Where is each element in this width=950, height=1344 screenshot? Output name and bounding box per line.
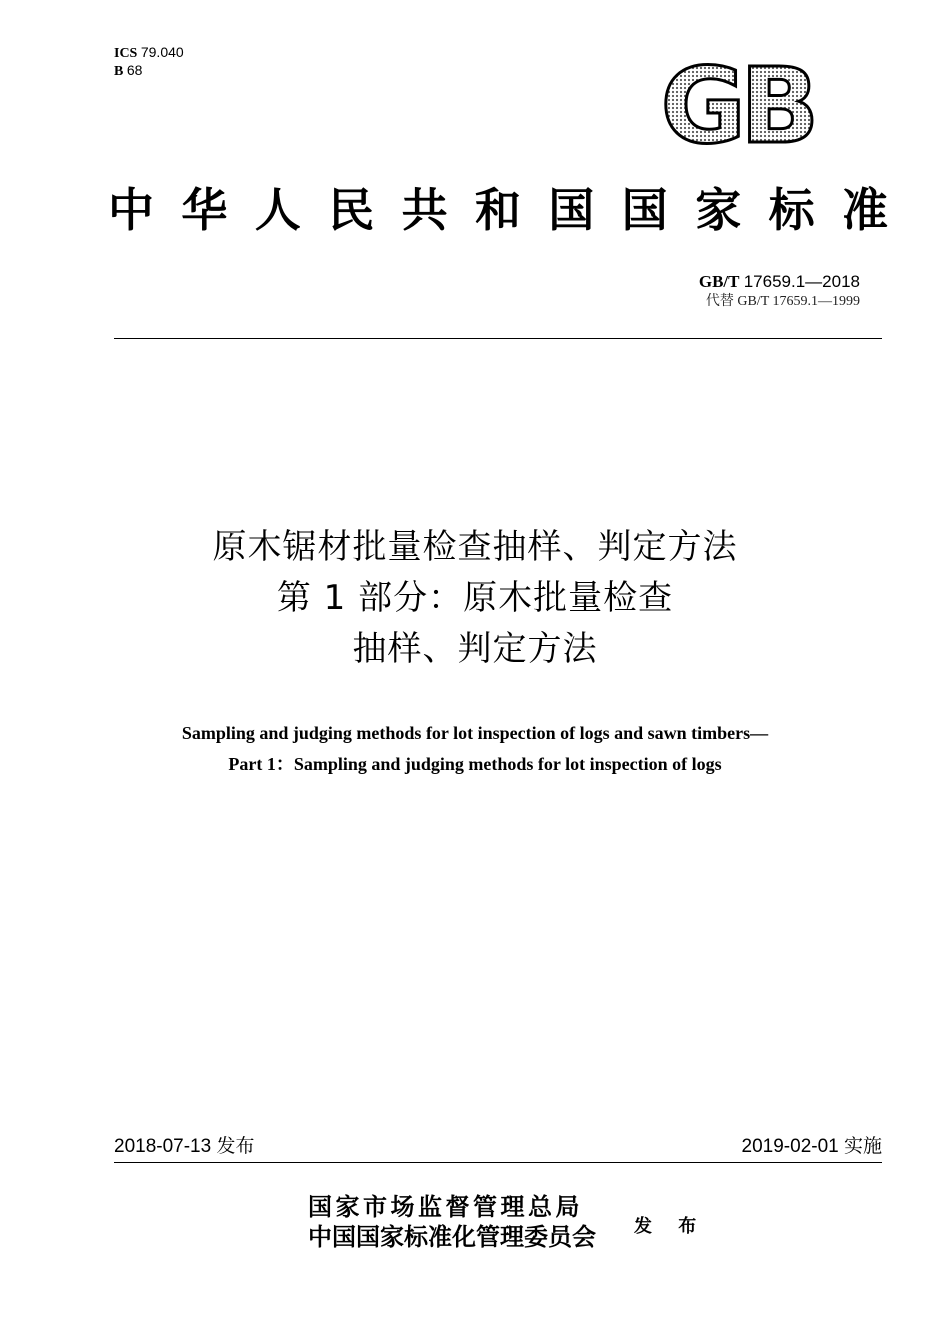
gb-logo (643, 58, 831, 150)
gb-logo-text: GB (660, 58, 814, 150)
chinese-title (0, 522, 950, 675)
ics-value: 79.040 (140, 44, 184, 60)
ccs-value: 68 (126, 62, 143, 78)
dates-row (114, 1136, 882, 1158)
issuer-sac: 中国国家标准化管理委员会 (308, 1222, 596, 1251)
standard-number-value: 17659.1—2018 (743, 272, 860, 291)
chinese-title-line-3: 抽样、判定方法 (352, 629, 598, 669)
bottom-divider (114, 1162, 882, 1163)
chinese-title-line-2: 第 1 部分：原木批量检查 (276, 578, 674, 618)
ccs-code (114, 62, 184, 80)
issuer-samr: 国家市场监督管理总局 (308, 1192, 583, 1221)
standard-number-prefix: GB/T (698, 272, 740, 291)
national-standard-title: 中华人民共和国国家标准 (108, 183, 892, 237)
ics-label: ICS (114, 46, 138, 61)
standard-number (699, 272, 860, 292)
english-title-line-2: Part 1：Sampling and judging methods for lot inspection of logs (228, 754, 722, 774)
publish-label: 发 布 (634, 1216, 707, 1237)
top-divider (114, 338, 882, 339)
ics-code (114, 44, 184, 62)
chinese-title-line-1: 原木锯材批量检查抽样、判定方法 (212, 527, 738, 567)
implementation-date: 2019-02-01 实施 (741, 1136, 882, 1157)
standard-number-block (699, 272, 860, 312)
english-title-line-1: Sampling and judging methods for lot inspection of logs and sawn timbers— (181, 723, 769, 743)
issuing-authorities (308, 1192, 596, 1252)
issue-date: 2018-07-13 发布 (114, 1136, 255, 1157)
replaces-standard: 代替 GB/T 17659.1—1999 (705, 294, 860, 309)
ccs-label: B (114, 64, 124, 79)
english-title (0, 718, 950, 780)
classification-codes (114, 44, 184, 80)
